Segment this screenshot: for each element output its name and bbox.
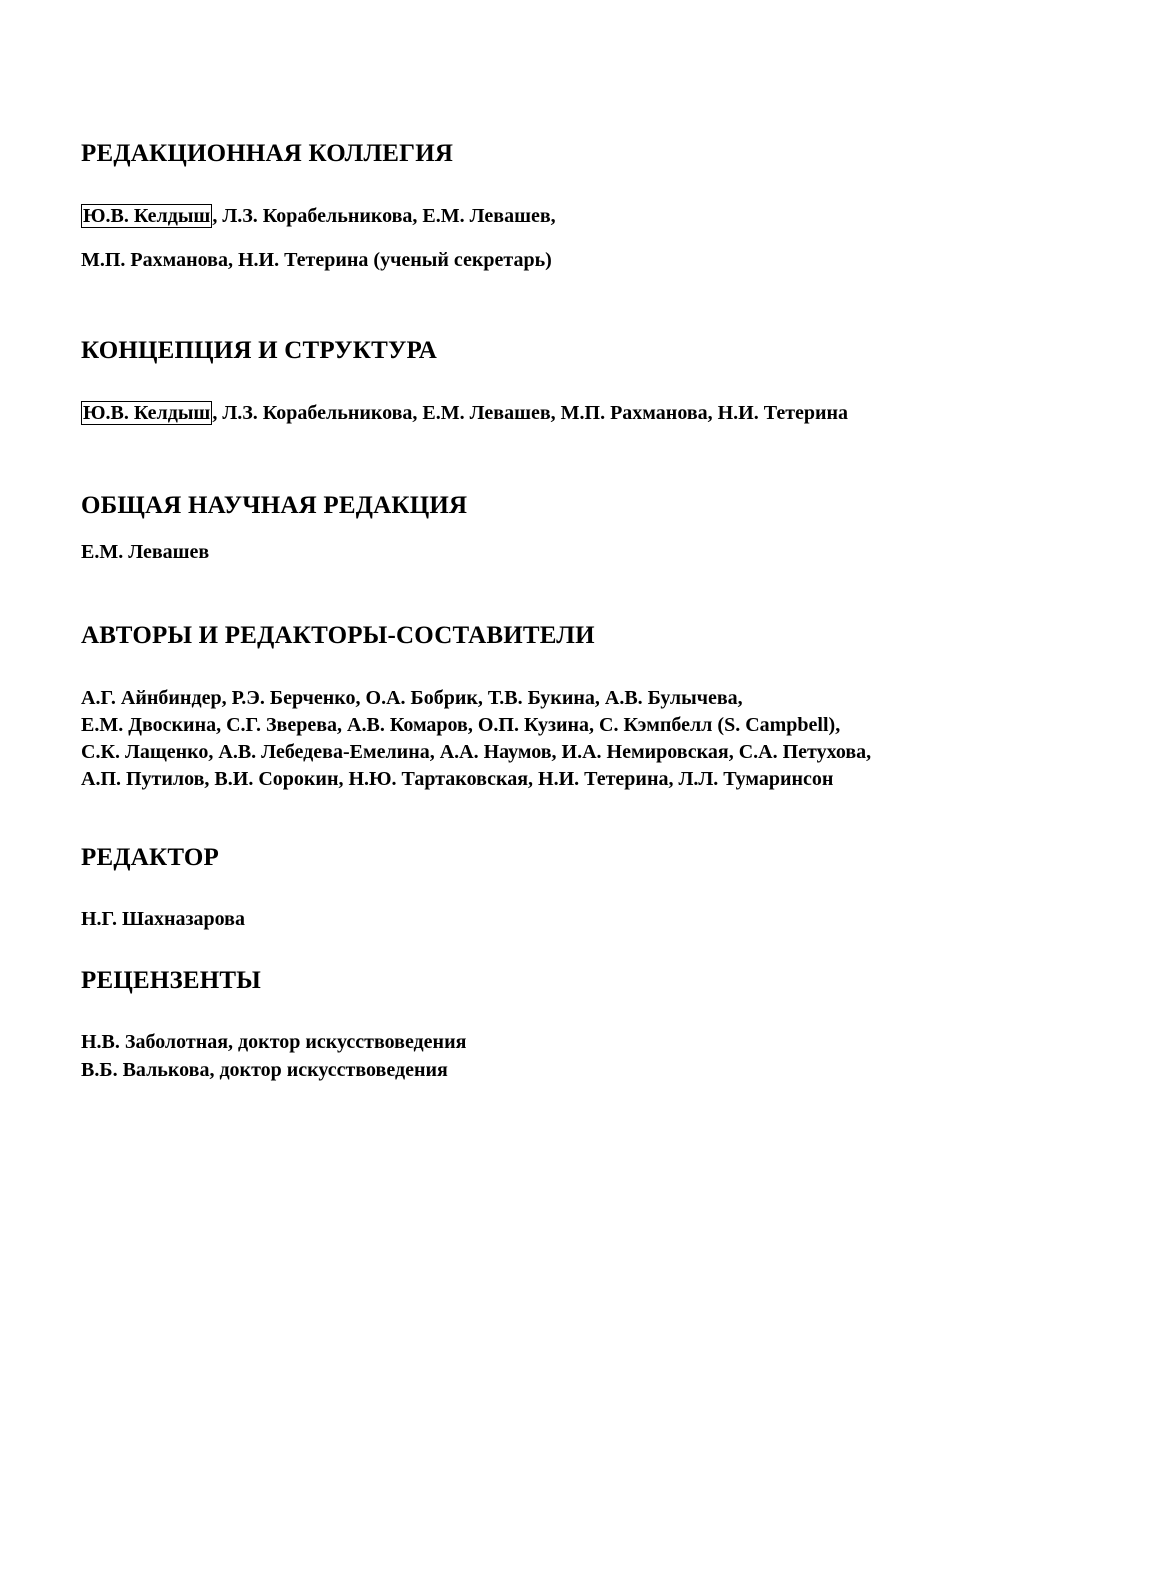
reviewers-line-2: В.Б. Валькова, доктор искусствоведения [81, 1059, 448, 1081]
reviewers-heading: РЕЦЕНЗЕНТЫ [81, 967, 262, 994]
general-editing-heading: ОБЩАЯ НАУЧНАЯ РЕДАКЦИЯ [81, 492, 468, 519]
concept-line-1 [81, 401, 848, 425]
general-editing-line-1: Е.М. Левашев [81, 541, 210, 563]
keldysh-boxed-name: Ю.В. Келдыш [83, 205, 211, 227]
reviewers-line-1: Н.В. Заболотная, доктор искусствоведения [81, 1031, 467, 1053]
editorial-board-line-2: М.П. Рахманова, Н.И. Тетерина (ученый секретарь) [81, 249, 552, 271]
editor-heading: РЕДАКТОР [81, 844, 219, 871]
authors-line-4: А.П. Путилов, В.И. Сорокин, Н.Ю. Тартаковская, Н.И. Тетерина, Л.Л. Тумаринсон [81, 768, 834, 790]
editorial-board-heading: РЕДАКЦИОННАЯ КОЛЛЕГИЯ [81, 140, 454, 167]
authors-heading: АВТОРЫ И РЕДАКТОРЫ-СОСТАВИТЕЛИ [81, 622, 595, 649]
editorial-board-line-1 [81, 204, 556, 228]
editorial-board-line-1-rest: , Л.З. Корабельникова, Е.М. Левашев, [212, 205, 556, 227]
concept-line-1-rest: , Л.З. Корабельникова, Е.М. Левашев, М.П. Рахманова, Н.И. Тетерина [212, 402, 849, 424]
keldysh-boxed-name: Ю.В. Келдыш [83, 402, 211, 424]
concept-heading: КОНЦЕПЦИЯ И СТРУКТУРА [81, 337, 438, 364]
authors-line-1: А.Г. Айнбиндер, Р.Э. Берченко, О.А. Бобрик, Т.В. Букина, А.В. Булычева, [81, 687, 743, 709]
editor-line-1: Н.Г. Шахназарова [81, 908, 245, 930]
authors-line-3: С.К. Лащенко, А.В. Лебедева-Емелина, А.А. Наумов, И.А. Немировская, С.А. Петухова, [81, 741, 872, 763]
authors-line-2: Е.М. Двоскина, С.Г. Зверева, А.В. Комаров, О.П. Кузина, С. Кэмпбелл (S. Campbell), [81, 714, 841, 736]
